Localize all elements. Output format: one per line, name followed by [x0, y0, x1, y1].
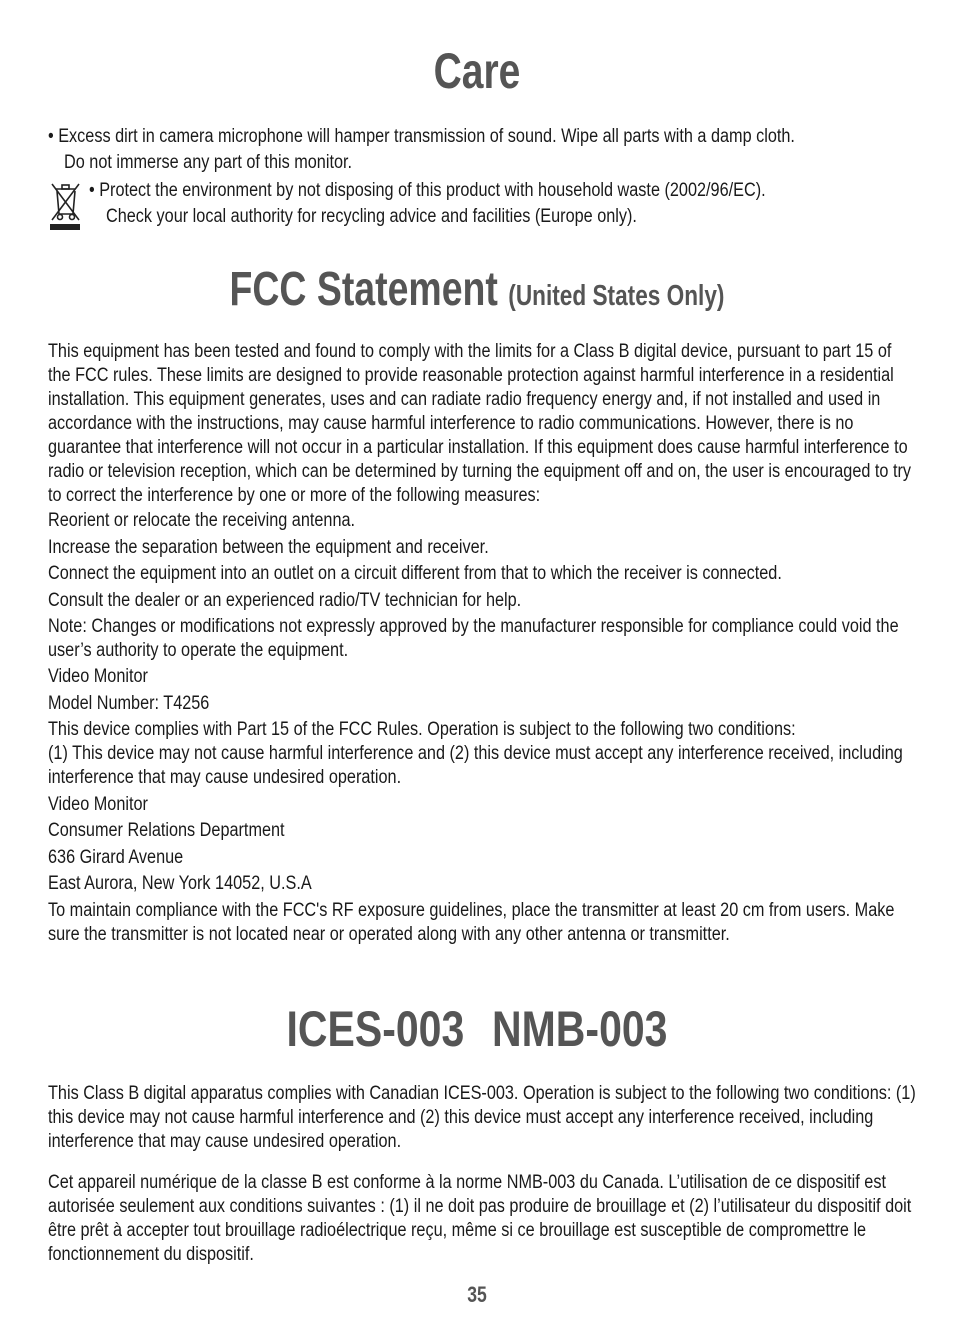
care-bullet-1-line-2: Do not immerse any part of this monitor.: [64, 152, 353, 173]
fcc-department: Consumer Relations Department: [48, 820, 285, 841]
ices-french-paragraph: Cet appareil numérique de la classe B est conforme à la norme NMB-003 du Canada. L’utilisation de ce dispositif est autorisée seulement aux conditions suivantes : (1) il ne doit pas produire de brouillage et (2) l’utilisateur du dispositif doit être prêt à accepter tout brouillage radioélectrique reçu, même si ce brouillage est susceptible de compromettre le fonctionnement du dispositif.: [48, 1172, 912, 1265]
fcc-city: East Aurora, New York 14052, U.S.A: [48, 873, 312, 894]
fcc-measure-4: Consult the dealer or an experienced radio/TV technician for help.: [48, 590, 522, 611]
fcc-model-number: Model Number: T4256: [48, 693, 210, 714]
ices-heading: ICES-003 NMB-003: [286, 1001, 668, 1057]
fcc-product-2: Video Monitor: [48, 794, 148, 815]
fcc-compliance: This device complies with Part 15 of the FCC Rules. Operation is subject to the following two conditions:: [48, 719, 796, 740]
weee-bin-icon: [47, 180, 83, 232]
care-bullet-2-line-2: Check your local authority for recycling advice and facilities (Europe only).: [106, 206, 637, 227]
fcc-measure-1: Reorient or relocate the receiving antenna.: [48, 510, 356, 531]
fcc-heading-main: FCC Statement: [229, 263, 498, 316]
care-bullet-2-line-1: • Protect the environment by not disposing of this product with household waste (2002/96/EC).: [89, 180, 766, 201]
fcc-heading: [105, 262, 849, 317]
ices-english-paragraph: This Class B digital apparatus complies with Canadian ICES-003. Operation is subject to the following two conditions: (1) this device may not cause harmful interference and (2) this device must accept any interference received, including interference that may cause undesired operation.: [48, 1083, 916, 1152]
fcc-conditions: (1) This device may not cause harmful interference and (2) this device must accept any interference received, including interference that may cause undesired operation.: [48, 743, 903, 788]
care-heading: Care: [433, 43, 521, 99]
fcc-note: Note: Changes or modifications not expressly approved by the manufacturer responsible for compliance could void the user’s authority to operate the equipment.: [48, 616, 899, 661]
care-bullet-1-line-1: • Excess dirt in camera microphone will hamper transmission of sound. Wipe all parts with a damp cloth.: [48, 126, 795, 147]
fcc-street: 636 Girard Avenue: [48, 847, 184, 868]
fcc-paragraph: This equipment has been tested and found to comply with the limits for a Class B digital device, pursuant to part 15 of the FCC rules. These limits are designed to provide reasonable protection against harmful interference in a residential installation. This equipment generates, uses and can radiate radio frequency energy and, if not installed and used in accordance with the instructions, may cause harmful interference to radio communications. However, there is no guarantee that interference will not occur in a particular installation. If this equipment does cause harmful interference to radio or television reception, which can be determined by turning the equipment off and on, the user is encouraged to try to correct the interference by one or more of the following measures:: [48, 341, 912, 506]
fcc-product-1: Video Monitor: [48, 666, 148, 687]
fcc-rf-exposure: To maintain compliance with the FCC's RF exposure guidelines, place the transmitter at least 20 cm from users. Make sure the transmitter is not located near or operated along with any other antenna or transmitter.: [48, 900, 895, 945]
page-number: 35: [467, 1282, 487, 1307]
fcc-measure-3: Connect the equipment into an outlet on a circuit different from that to which the receiver is connected.: [48, 563, 782, 584]
fcc-heading-subtitle: (United States Only): [508, 280, 725, 312]
fcc-measure-2: Increase the separation between the equipment and receiver.: [48, 537, 489, 558]
